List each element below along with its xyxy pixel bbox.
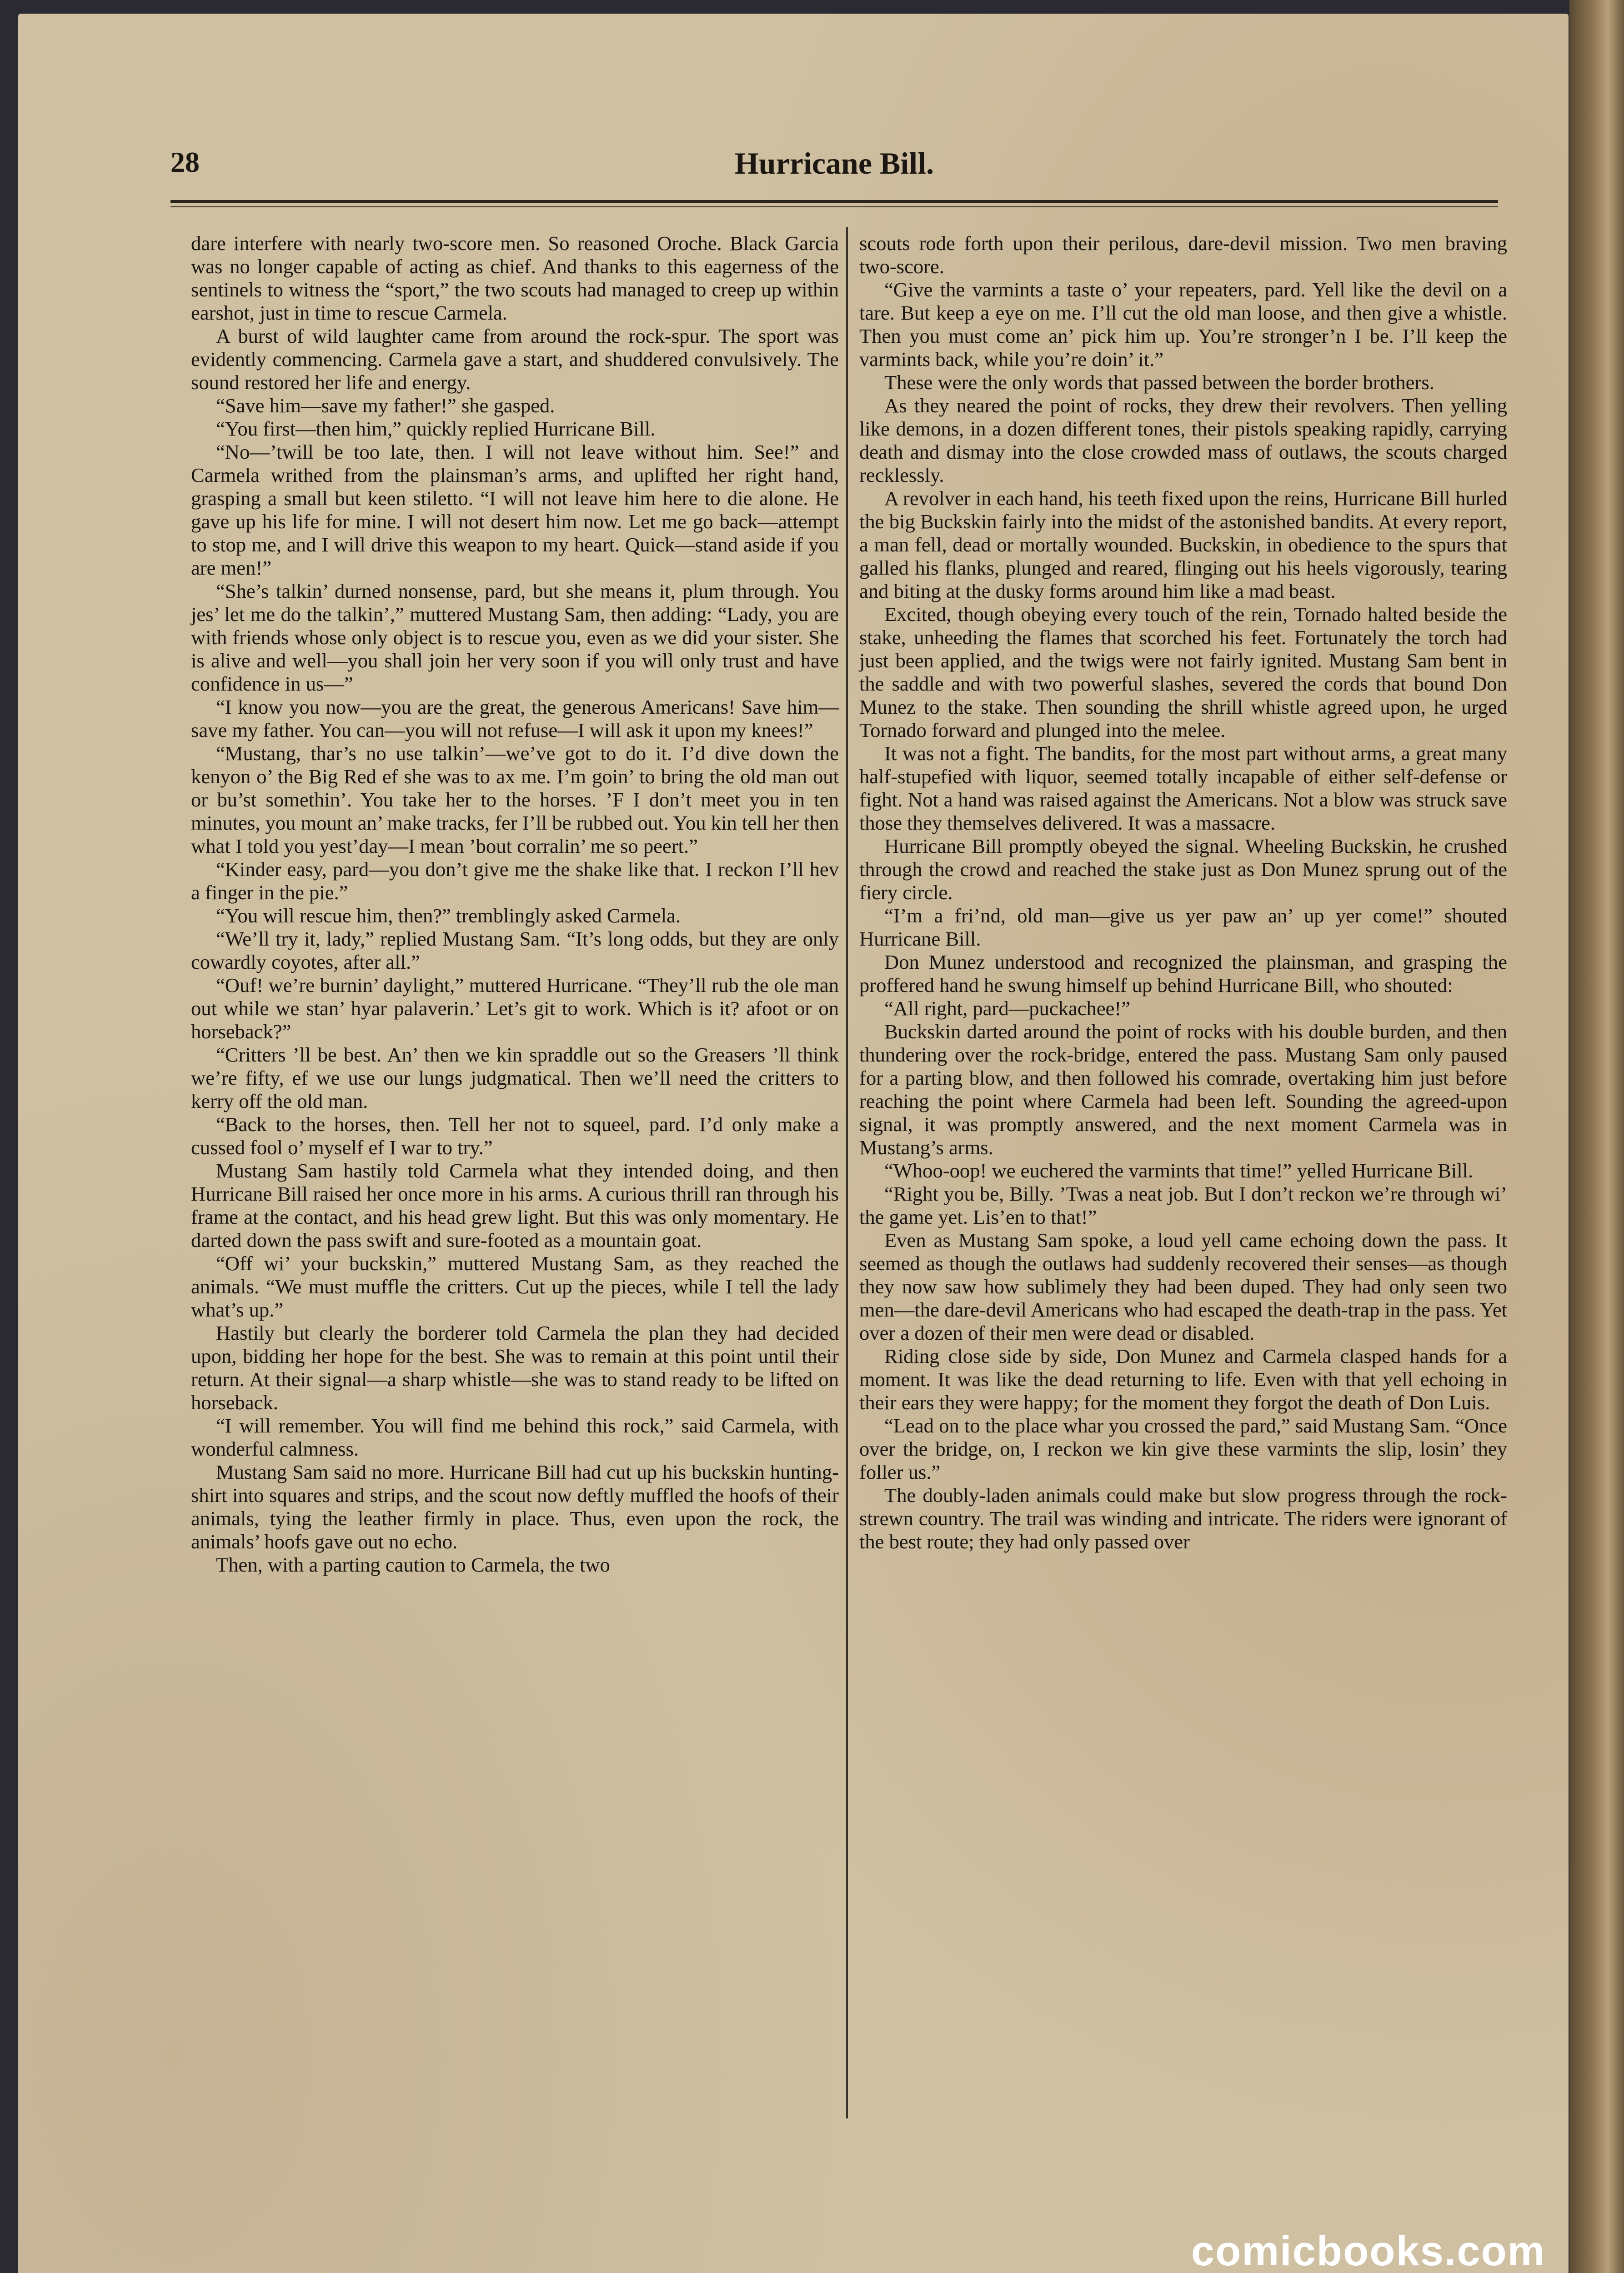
paragraph: “Whoo-oop! we euchered the varmints that time!” yelled Hurricane Bill. xyxy=(884,1159,1474,1182)
paragraph: “No—’twill be too late, then. I will not leave without him. See!” and Carmela writhed from the plainsman’s arms, and uplifted her right hand, grasping a small but keen stiletto. “I will not leave him here to die alone. He gave up his life for mine. I will not desert him now. Let me go back—attempt to stop me, and I will drive this weapon to my heart. Quick—stand aside if you are men!” xyxy=(191,441,839,579)
paragraph: Mustang Sam hastily told Carmela what they intended doing, and then Hurricane Bill raised her once more in his arms. A curious thrill ran through his frame at the contact, and his head grew light. But this was only momentary. He darted down the pass swift and sure-footed as a mountain goat. xyxy=(191,1159,839,1252)
paragraph: “You will rescue him, then?” tremblingly asked Carmela. xyxy=(216,904,681,927)
paragraph: Riding close side by side, Don Munez and Carmela clasped hands for a moment. It was like the dead returning to life. Even with that yell echoing in their ears they were happy; for the moment they forgot the death of Don Luis. xyxy=(859,1345,1507,1414)
paragraph: “I know you now—you are the great, the generous Americans! Save him—save my father. You can—you will not refuse—I will ask it upon my knees!” xyxy=(191,696,839,741)
page-header xyxy=(170,141,1498,195)
paragraph: “Save him—save my father!” she gasped. xyxy=(216,394,555,417)
paragraph: “Lead on to the place whar you crossed the pard,” said Mustang Sam. “Once over the bridge, on, I reckon we kin give these varmints the slip, losin’ they foller us.” xyxy=(859,1414,1507,1483)
paragraph: “Ouf! we’re burnin’ daylight,” muttered Hurricane. “They’ll rub the ole man out while we stan’ hyar palaverin.’ Let’s git to work. Which is it? afoot or on horseback?” xyxy=(191,974,839,1043)
paragraph: As they neared the point of rocks, they drew their revolvers. Then yelling like demons, in a dozen different tones, their pistols speaking rapidly, carrying death and dismay into the close crowded mass of outlaws, the scouts charged recklessly. xyxy=(859,394,1507,486)
running-title: Hurricane Bill. xyxy=(734,146,934,180)
paragraph: Don Munez understood and recognized the plainsman, and grasping the proffered hand he swung himself up behind Hurricane Bill, who shouted: xyxy=(859,951,1507,996)
paragraph: These were the only words that passed between the border brothers. xyxy=(884,371,1434,394)
paragraph: “I’m a fri’nd, old man—give us yer paw an’ up yer come!” shouted Hurricane Bill. xyxy=(859,904,1507,950)
paragraph: “Off wi’ your buckskin,” muttered Mustang Sam, as they reached the animals. “We must muffle the critters. Cut up the pieces, while I tell the lady what’s up.” xyxy=(191,1252,839,1321)
paragraph: Hastily but clearly the borderer told Carmela the plan they had decided upon, bidding her hope for the best. She was to remain at this point until their return. At their signal—a sharp whistle—she was to stand ready to be lifted on horseback. xyxy=(191,1322,839,1414)
source-watermark: comicbooks.com xyxy=(1191,2228,1546,2273)
paragraph: scouts rode forth upon their perilous, dare-devil mission. Two men braving two-score. xyxy=(859,232,1507,278)
paragraph: “I will remember. You will find me behind this rock,” said Carmela, with wonderful calmness. xyxy=(191,1414,839,1460)
paragraph: “Give the varmints a taste o’ your repeaters, pard. Yell like the devil on a tare. But keep a eye on me. I’ll cut the old man loose, and then give a whistle. Then you must come an’ pick him up. You’re stronger’n I be. I’ll keep the varmints back, while you’re doin’ it.” xyxy=(859,278,1507,370)
paragraph: dare interfere with nearly two-score men. So reasoned Oroche. Black Garcia was no longer capable of acting as chief. And thanks to this eagerness of the sentinels to witness the “sport,” the two scouts had managed to creep up within earshot, just in time to rescue Carmela. xyxy=(191,232,839,324)
paragraph: “Critters ’ll be best. An’ then we kin spraddle out so the Greasers ’ll think we’re fifty, ef we use our lungs judgmatical. Then we’ll need the critters to kerry off the old man. xyxy=(191,1043,839,1112)
paragraph: “You first—then him,” quickly replied Hurricane Bill. xyxy=(216,417,656,440)
paragraph: A burst of wild laughter came from around the rock-spur. The sport was evidently commencing. Carmela gave a start, and shuddered convulsively. The sound restored her life and energy. xyxy=(191,325,839,394)
paragraph: “Mustang, thar’s no use talkin’—we’ve got to do it. I’d dive down the kenyon o’ the Big Red ef she was to ax me. I’m goin’ to bring the old man out or bu’st somethin’. You take her to the horses. ’F I don’t meet you in ten minutes, you mount an’ make tracks, fer I’ll be rubbed out. You kin tell her then what I told you yest’day—I mean ’bout corralin’ me so peert.” xyxy=(191,742,839,857)
right-column xyxy=(859,232,1507,1553)
paragraph: Mustang Sam said no more. Hurricane Bill had cut up his buckskin hunting-shirt into squares and strips, and the scout now deftly muffled the hoofs of their animals, tying the leather firmly in place. Thus, even upon the rock, the animals’ hoofs gave out no echo. xyxy=(191,1461,839,1553)
header-rule-thick xyxy=(170,200,1498,203)
paragraph: Then, with a parting caution to Carmela, the two xyxy=(216,1553,610,1576)
header-rule-thin xyxy=(170,206,1498,207)
paragraph: A revolver in each hand, his teeth fixed upon the reins, Hurricane Bill hurled the big Buckskin fairly into the midst of the astonished bandits. At every report, a man fell, dead or mortally wounded. Buckskin, in obedience to the spurs that galled his flanks, plunged and reared, flinging out his heels vigorously, tearing and biting at the dusky forms around him like a mad beast. xyxy=(859,487,1507,602)
paragraph: “She’s talkin’ durned nonsense, pard, but she means it, plum through. You jes’ let me do the talkin’,” muttered Mustang Sam, then adding: “Lady, you are with friends whose only object is to rescue you, even as we did your sister. She is alive and well—you shall join her very soon if you will only trust and have confidence in us—” xyxy=(191,580,839,695)
paragraph: “We’ll try it, lady,” replied Mustang Sam. “It’s long odds, but they are only cowardly coyotes, after all.” xyxy=(191,927,839,973)
left-column xyxy=(191,232,839,1577)
paragraph: Excited, though obeying every touch of the rein, Tornado halted beside the stake, unheeding the flames that scorched his feet. Fortunately the torch had just been applied, and the twigs were not fairly ignited. Mustang Sam bent in the saddle and with two powerful slashes, severed the cords that bound Don Munez to the stake. Then sounding the shrill whistle agreed upon, he urged Tornado forward and plunged into the melee. xyxy=(859,603,1507,741)
paragraph: “Right you be, Billy. ’Twas a neat job. But I don’t reckon we’re through wi’ the game yet. Lis’en to that!” xyxy=(859,1182,1507,1228)
paragraph: It was not a fight. The bandits, for the most part without arms, a great many half-stupefied with liquor, seemed totally incapable of either self-defense or fight. Not a hand was raised against the Americans. Not a blow was struck save those they themselves delivered. It was a massacre. xyxy=(859,742,1507,834)
paragraph: Buckskin darted around the point of rocks with his double burden, and then thundering over the rock-bridge, entered the pass. Mustang Sam only paused for a parting blow, and then followed his comrade, overtaking him just before reaching the point where Carmela had been left. Sounding the agreed-upon signal, it was promptly answered, and the next moment Carmela was in Mustang’s arms. xyxy=(859,1020,1507,1159)
book-binding-edge xyxy=(1569,0,1624,2273)
paragraph: “All right, pard—puckachee!” xyxy=(884,997,1131,1020)
paragraph: Hurricane Bill promptly obeyed the signal. Wheeling Buckskin, he crushed through the crowd and reached the stake just as Don Munez sprung out of the fiery circle. xyxy=(859,835,1507,904)
column-divider xyxy=(846,227,848,2118)
paragraph: “Back to the horses, then. Tell her not to squeel, pard. I’d only make a cussed fool o’ myself ef I war to try.” xyxy=(191,1113,839,1159)
paragraph: The doubly-laden animals could make but slow progress through the rock-strewn country. The trail was winding and intricate. The riders were ignorant of the best route; they had only passed over xyxy=(859,1484,1507,1553)
paragraph: “Kinder easy, pard—you don’t give me the shake like that. I reckon I’ll hev a finger in the pie.” xyxy=(191,858,839,904)
page-number: 28 xyxy=(170,146,200,178)
paragraph: Even as Mustang Sam spoke, a loud yell came echoing down the pass. It seemed as though the outlaws had suddenly recovered their senses—as though they now saw how sublimely they had been duped. They had only seen two men—the dare-devil Americans who had escaped the death-trap in the pass. Yet over a dozen of their men were dead or disabled. xyxy=(859,1229,1507,1344)
